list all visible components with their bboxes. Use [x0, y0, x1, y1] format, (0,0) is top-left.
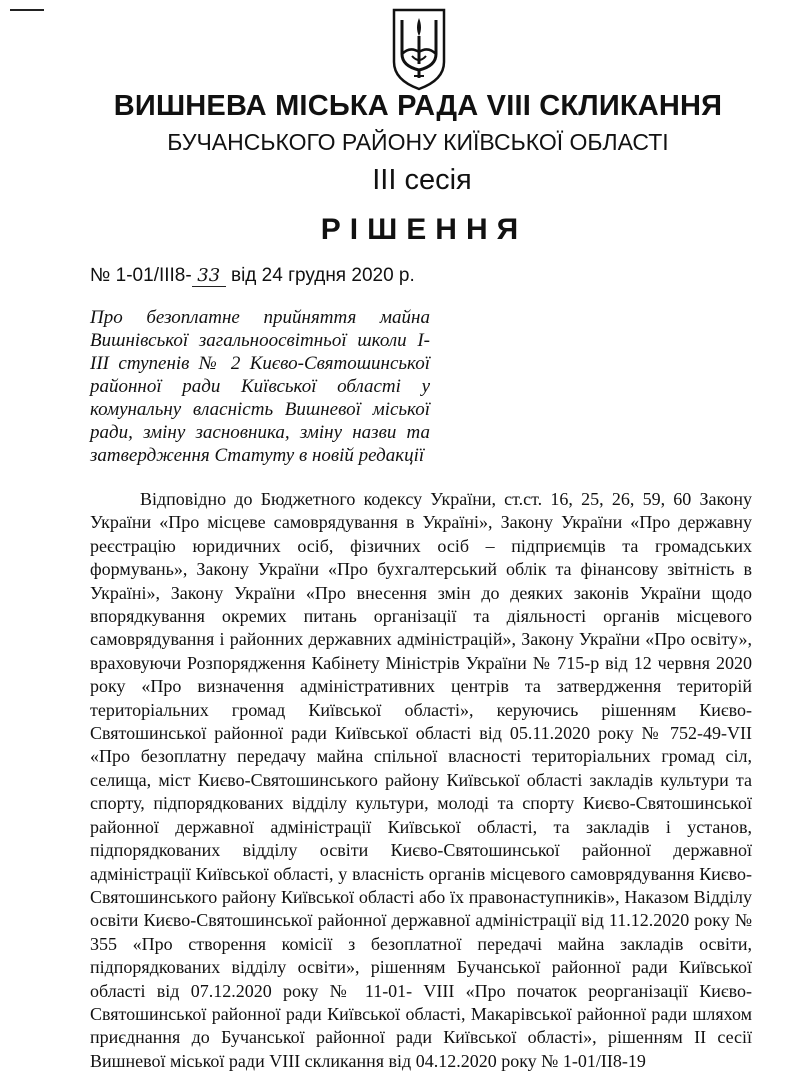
district-subheading: БУЧАНСЬКОГО РАЙОНУ КИЇВСЬКОЇ ОБЛАСТІ: [167, 129, 669, 155]
decision-number-line: [90, 265, 415, 287]
session-label: ІІІ сесія: [372, 164, 472, 196]
document-title: РІШЕННЯ: [320, 213, 528, 246]
decision-body-paragraph: Відповідно до Бюджетного кодексу України, ст.ст. 16, 25, 26, 59, 60 Закону України «Про місцеве самоврядування в Україні», Закону України «Про державну реєстрацію юридичних осіб, фізичних осіб – підприємців та громадських формувань», Закону України «Про бухгалтерський облік та фінансову звітність в Україні», Закону України «Про внесення змін до деяких законів України щодо впорядкування окремих питань організації та діяльності органів місцевого самоврядування і районних державних адміністрацій», Закону України «Про освіту», враховуючи Розпорядження Кабінету Міністрів України № 715-р від 12 червня 2020 року «Про визначення адміністративних центрів та затвердження територій територіальних громад Київської області», керуючись рішенням Києво-Святошинської районної ради Київської області від 05.11.2020 року № 752-49-VII «Про безоплатну передачу майна спільної власності територіальних громад сіл, селища, міст Києво-Святошинського району Київської області закладів культури та спорту, підпорядкованих відділу культури, молоді та спорту Києво-Святошинської районної державної адміністрації Київської області, та закладів і установ, підпорядкованих відділу освіти Києво-Святошинської районної державної адміністрації Київської області, у власність органів місцевого самоврядування Києво-Святошинського району Київської області або їх правонаступників», Наказом Відділу освіти Києво-Святошинської районної державної адміністрації від 11.12.2020 року № 355 «Про створення комісії з безоплатної передачі майна закладів освіти, підпорядкованих відділу освіти», рішенням Бучанської районної ради Київської області від 07.12.2020 року № 11-01- VIII «Про початок реорганізації Києво-Святошинської районної ради Київської області, Макарівської районної ради шляхом приєднання до Бучанської районної ради Київської області», рішенням ІІ сесії Вишневої міської ради VIII скликання від 04.12.2020 року № 1-01/ІІ8-19: [90, 489, 752, 1071]
decision-date: від 24 грудня 2020 р.: [230, 265, 415, 286]
decision-number-prefix: № 1-01/ІІІ8-: [90, 265, 192, 286]
decision-number-handwritten: 33: [192, 265, 226, 287]
decision-subject: Про безоплатне прийняття майна Вишнівської загальноосвітньої школи І-ІІІ ступенів № 2 Києво-Святошинської районної ради Київської області у комунальну власність Вишневої міської ради, зміну засновника, зміну назви та затвердження Статуту в новій редакції: [90, 307, 430, 466]
council-name-heading: ВИШНЕВА МІСЬКА РАДА VIII СКЛИКАННЯ: [113, 90, 723, 122]
corner-scan-mark: [10, 9, 44, 11]
trident-coat-of-arms-icon: [390, 6, 448, 92]
